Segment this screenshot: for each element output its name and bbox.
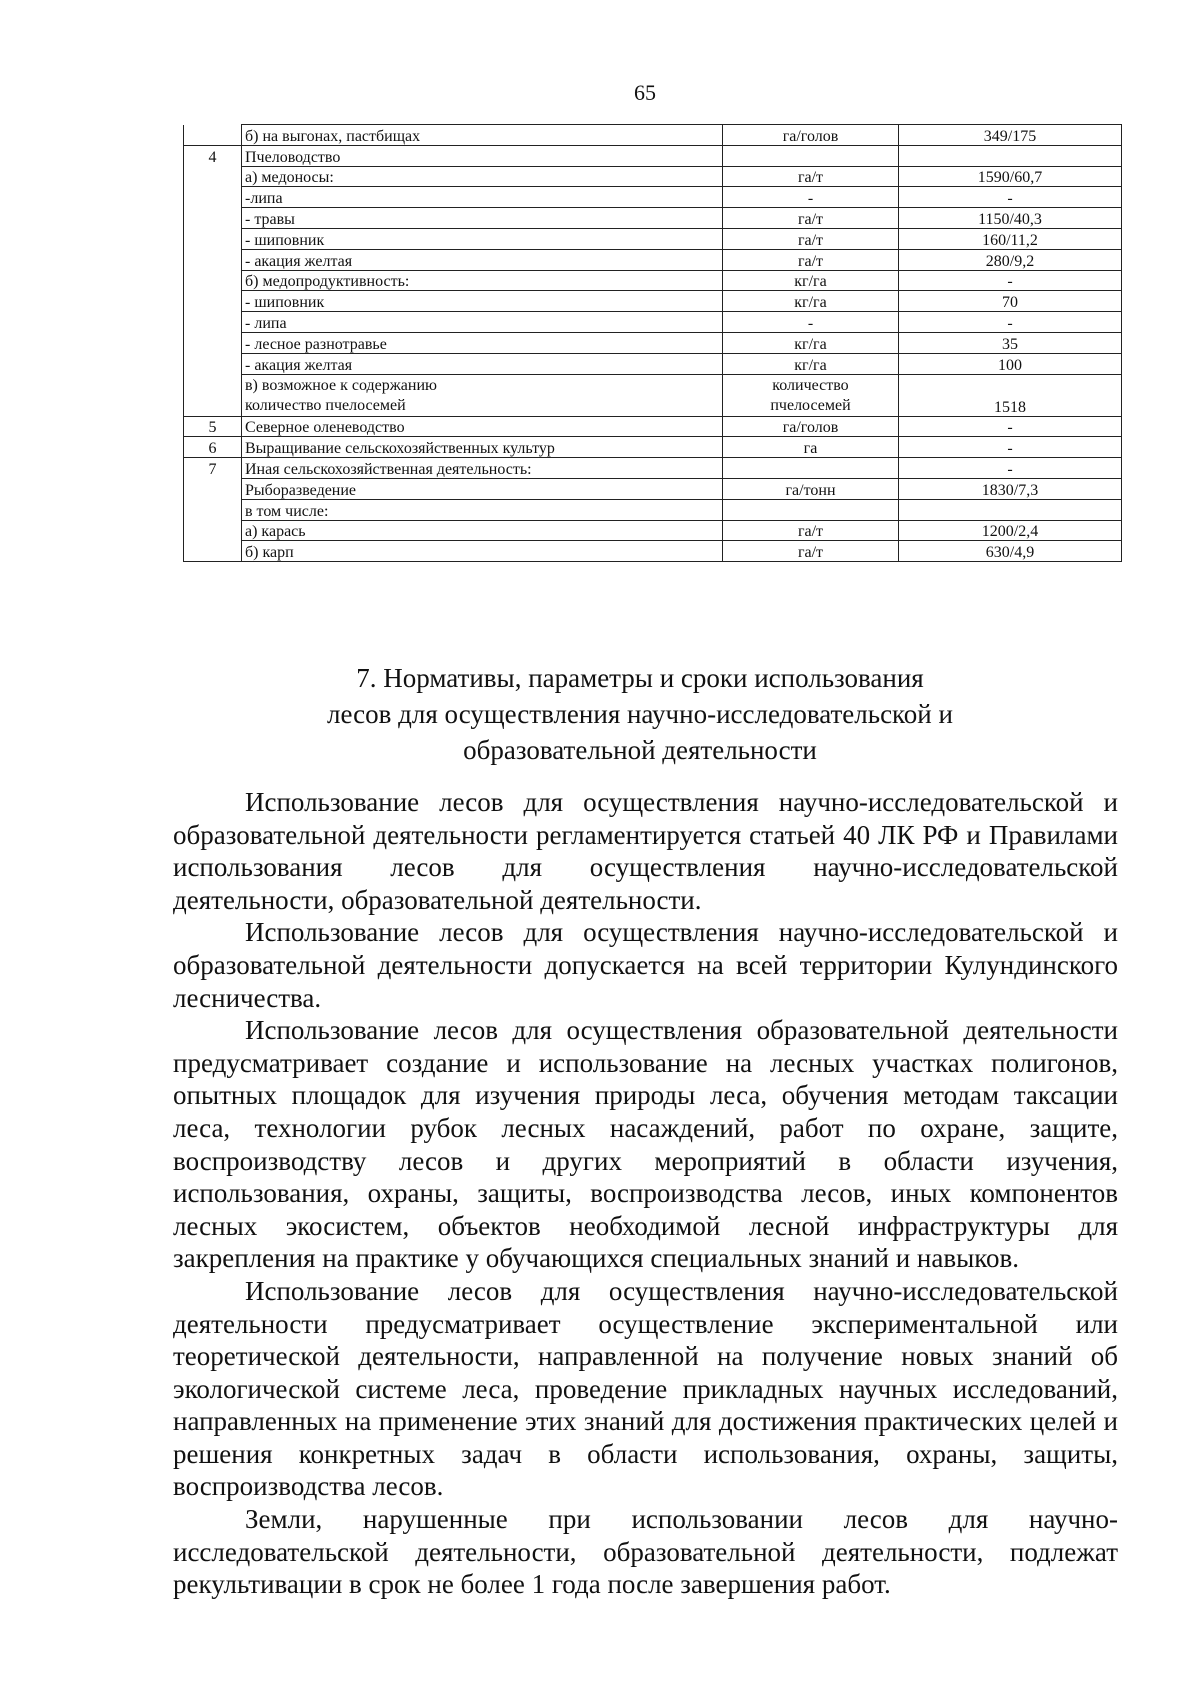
row-number — [184, 228, 242, 249]
row-number — [184, 332, 242, 353]
row-unit: - — [723, 312, 899, 333]
row-value — [899, 499, 1122, 520]
table-row — [184, 520, 1122, 541]
row-number: 7 — [184, 458, 242, 479]
row-name-line: в) возможное к содержанию — [245, 376, 437, 394]
row-value: 1200/2,4 — [899, 520, 1122, 541]
paragraph: Использование лесов для осуществления образовательной деятельности предусматривает создание и использование на лесных участках полигонов, опытных площадок для изучения природы леса, обучения методам таксации леса, технологии рубок лесных насаждений, работ по охране, защите, воспроизводству лесов и других мероприятий в области изучения, использования, охраны, защиты, воспроизводства лесов, иных компонентов лесных экосистем, объектов необходимой лесной инфраструктуры для закрепления на практике у обучающихся специальных знаний и навыков. — [173, 1015, 1118, 1274]
row-unit: кг/га — [723, 332, 899, 353]
table-row — [184, 416, 1122, 437]
row-unit: га/голов — [723, 416, 899, 437]
row-unit-line: количество — [772, 376, 849, 394]
row-value: 160/11,2 — [899, 228, 1122, 249]
table-row — [184, 125, 1122, 146]
row-name: -липа — [242, 187, 723, 208]
row-value: 100 — [899, 353, 1122, 374]
table-row — [184, 187, 1122, 208]
row-name: - акация желтая — [242, 249, 723, 270]
land-use-table — [183, 124, 1122, 562]
row-unit — [723, 145, 899, 166]
row-value: - — [899, 458, 1122, 479]
row-number — [184, 520, 242, 541]
table-row — [184, 353, 1122, 374]
row-number — [184, 270, 242, 291]
row-number — [184, 499, 242, 520]
section-heading — [200, 660, 1080, 768]
row-unit — [723, 458, 899, 479]
row-name: - лесное разнотравье — [242, 332, 723, 353]
row-name: б) карп — [242, 541, 723, 562]
row-name: - травы — [242, 208, 723, 229]
row-name: Пчеловодство — [242, 145, 723, 166]
row-value: 1830/7,3 — [899, 478, 1122, 499]
row-unit: га/т — [723, 166, 899, 187]
row-number — [184, 312, 242, 333]
row-value: - — [899, 270, 1122, 291]
row-number: 5 — [184, 416, 242, 437]
row-unit: га/тонн — [723, 478, 899, 499]
row-value: - — [899, 187, 1122, 208]
row-value: - — [899, 437, 1122, 458]
row-number — [184, 125, 242, 146]
table-row — [184, 312, 1122, 333]
row-unit: - — [723, 187, 899, 208]
paragraph: Земли, нарушенные при использовании лесов для научно-исследовательской деятельности, образовательной деятельности, подлежат рекультивации в срок не более 1 года после завершения работ. — [173, 1504, 1118, 1600]
table-row — [184, 270, 1122, 291]
section-heading-line: 7. Нормативы, параметры и сроки использования — [356, 663, 924, 693]
row-name: б) на выгонах, пастбищах — [242, 125, 723, 146]
table-row — [184, 478, 1122, 499]
row-number — [184, 208, 242, 229]
table-row — [184, 208, 1122, 229]
row-number: 4 — [184, 145, 242, 166]
row-name: в том числе: — [242, 499, 723, 520]
row-number — [184, 478, 242, 499]
row-number — [184, 541, 242, 562]
row-name: Выращивание сельскохозяйственных культур — [242, 437, 723, 458]
page-number: 65 — [634, 80, 656, 105]
row-unit: га/т — [723, 208, 899, 229]
row-name: а) карась — [242, 520, 723, 541]
row-unit: га/т — [723, 228, 899, 249]
table-row — [184, 249, 1122, 270]
row-number — [184, 249, 242, 270]
row-name: - акация желтая — [242, 353, 723, 374]
row-value: - — [899, 416, 1122, 437]
row-value: 1150/40,3 — [899, 208, 1122, 229]
row-name-line: количество пчелосемей — [245, 396, 406, 414]
row-value: 70 — [899, 291, 1122, 312]
table-row — [184, 458, 1122, 479]
section-heading-line: лесов для осуществления научно-исследовательской и — [327, 699, 953, 729]
row-value: - — [899, 312, 1122, 333]
table-row — [184, 145, 1122, 166]
row-name: Северное оленеводство — [242, 416, 723, 437]
row-unit: га — [723, 437, 899, 458]
row-name: - липа — [242, 312, 723, 333]
row-unit: кг/га — [723, 270, 899, 291]
row-name: б) медопродуктивность: — [242, 270, 723, 291]
row-name: Иная сельскохозяйственная деятельность: — [242, 458, 723, 479]
table-row — [184, 166, 1122, 187]
table-row — [184, 291, 1122, 312]
table-row — [184, 228, 1122, 249]
row-number — [184, 291, 242, 312]
row-name: - шиповник — [242, 291, 723, 312]
row-unit-line: пчелосемей — [770, 396, 851, 414]
table-row — [184, 332, 1122, 353]
table-row — [184, 499, 1122, 520]
row-unit: га/голов — [723, 125, 899, 146]
row-number — [184, 374, 242, 416]
row-unit — [723, 499, 899, 520]
row-value: 630/4,9 — [899, 541, 1122, 562]
paragraph: Использование лесов для осуществления научно-исследовательской деятельности предусматривает осуществление экспериментальной или теоретической деятельности, направленной на получение новых знаний об экологической системе леса, проведение прикладных научных исследований, направленных на применение этих знаний для достижения практических целей и решения конкретных задач в области использования, охраны, защиты, воспроизводства лесов. — [173, 1275, 1118, 1502]
row-value: 280/9,2 — [899, 249, 1122, 270]
row-name: Рыборазведение — [242, 478, 723, 499]
row-number — [184, 187, 242, 208]
section-body — [173, 786, 1118, 1601]
row-unit: га/т — [723, 249, 899, 270]
table-row — [184, 541, 1122, 562]
row-unit: га/т — [723, 520, 899, 541]
row-name: а) медоносы: — [242, 166, 723, 187]
row-value — [899, 145, 1122, 166]
paragraph: Использование лесов для осуществления научно-исследовательской и образовательной деятельности регламентируется статьей 40 ЛК РФ и Правилами использования лесов для осуществления научно-исследовательской деятельности, образовательной деятельности. — [173, 787, 1118, 915]
row-value: 1590/60,7 — [899, 166, 1122, 187]
paragraph: Использование лесов для осуществления научно-исследовательской и образовательной деятельности допускается на всей территории Кулундинского лесничества. — [173, 917, 1118, 1013]
row-unit: га/т — [723, 541, 899, 562]
row-unit: кг/га — [723, 353, 899, 374]
row-unit: кг/га — [723, 291, 899, 312]
row-value: 1518 — [899, 374, 1122, 416]
row-number — [184, 353, 242, 374]
section-heading-line: образовательной деятельности — [463, 735, 817, 765]
row-name — [242, 374, 723, 416]
row-name: - шиповник — [242, 228, 723, 249]
table-row — [184, 374, 1122, 416]
row-value: 35 — [899, 332, 1122, 353]
row-value: 349/175 — [899, 125, 1122, 146]
table-row — [184, 437, 1122, 458]
row-number: 6 — [184, 437, 242, 458]
row-unit — [723, 374, 899, 416]
row-number — [184, 166, 242, 187]
